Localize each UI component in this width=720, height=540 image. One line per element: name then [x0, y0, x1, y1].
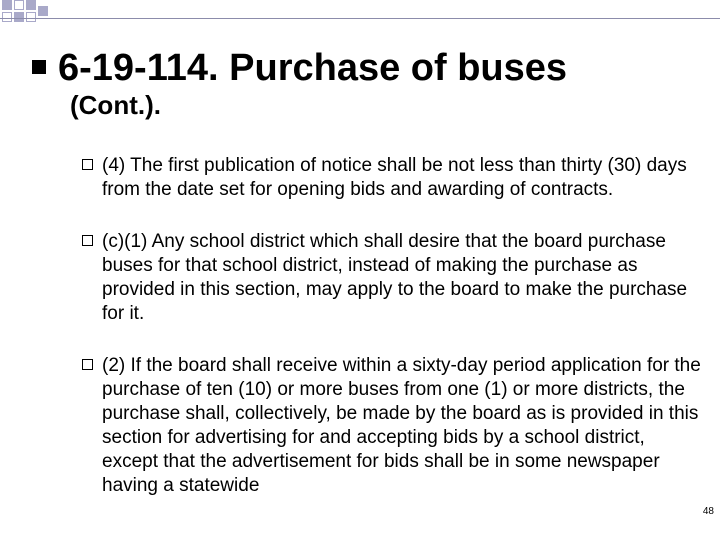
deco-square: [26, 12, 36, 22]
list-item-text: (c)(1) Any school district which shall desire that the board purchase buses for that school district, instead of making the purchase as provided in this section, may apply to the board to make the purchase for it.: [102, 231, 688, 324]
deco-square: [2, 0, 12, 10]
page-number: 48: [702, 506, 714, 517]
list-item: [82, 354, 702, 498]
deco-square: [2, 12, 12, 22]
deco-square: [38, 6, 48, 16]
list-item: [82, 154, 702, 202]
list-item: [82, 230, 702, 326]
deco-square: [26, 0, 36, 10]
bullet-list: [82, 154, 702, 526]
title-continued: (Cont.).: [70, 90, 161, 120]
slide-title: [32, 46, 712, 120]
deco-square: [14, 12, 24, 22]
list-item-text: (4) The first publication of notice shall be not less than thirty (30) days from the date set for opening bids and awarding of contracts.: [102, 155, 687, 200]
checkbox-bullet-icon: [82, 359, 93, 370]
checkbox-bullet-icon: [82, 235, 93, 246]
checkbox-bullet-icon: [82, 159, 93, 170]
deco-square: [14, 0, 24, 10]
header-rule: [0, 18, 720, 19]
title-bullet-icon: [32, 60, 46, 74]
list-item-text: (2) If the board shall receive within a sixty-day period application for the purchase of ten (10) or more buses from one (1) or more districts, the purchase shall, collectively, be made by the board as is provided in this section for advertising for and accepting bids by a school district, except that the advertisement for bids shall be in some newspaper having a statewide: [102, 355, 701, 496]
title-text: 6-19-114. Purchase of buses: [58, 47, 568, 89]
